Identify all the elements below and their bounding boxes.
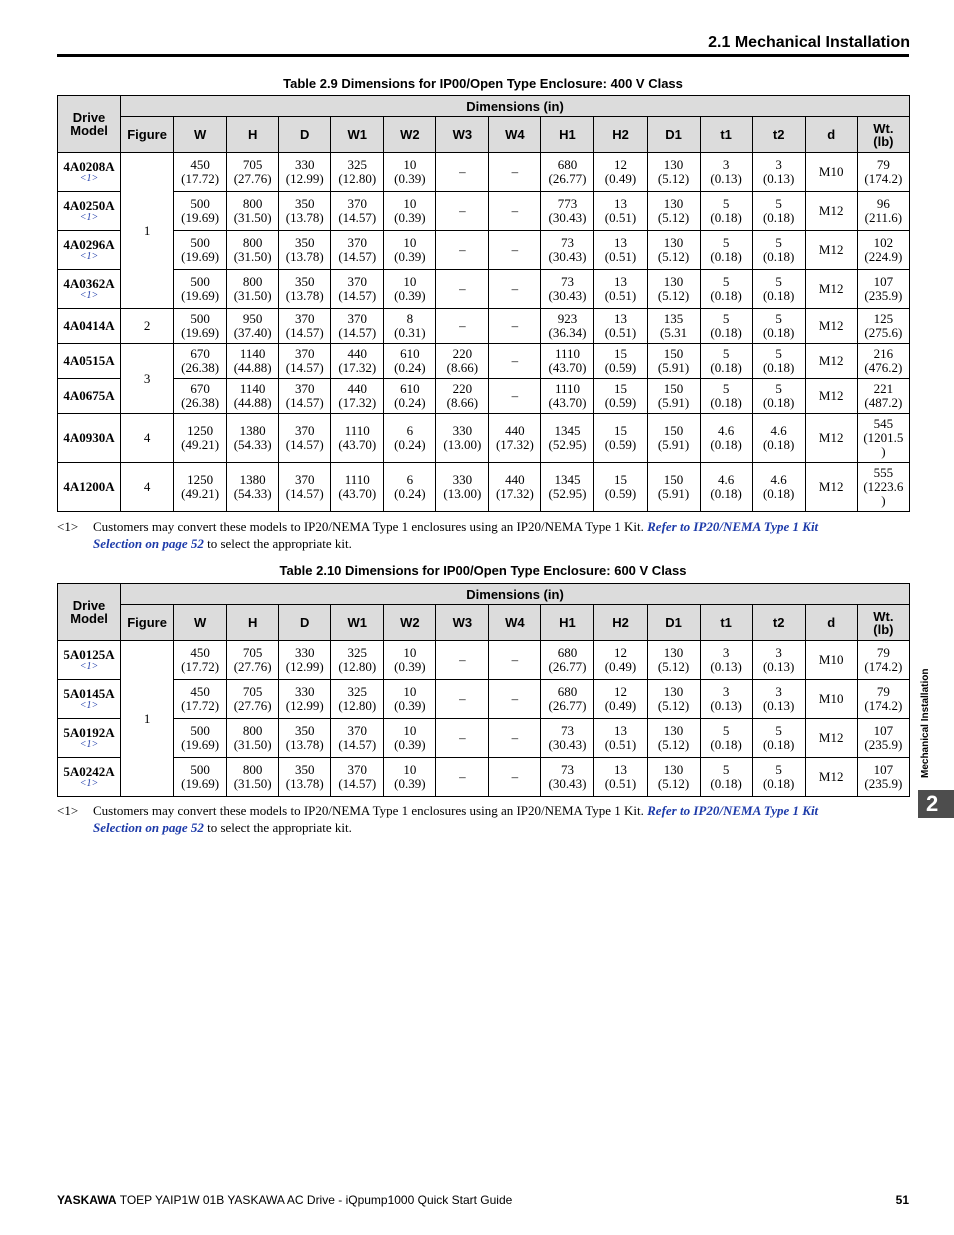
dimension-cell: 5 (0.18) xyxy=(752,270,805,309)
footnote-link-page[interactable]: Selection on page 52 xyxy=(93,536,204,551)
column-header: t2 xyxy=(752,117,805,153)
dimension-cell: 79 (174.2) xyxy=(857,153,909,192)
column-header-drive-model: Drive Model xyxy=(58,584,121,641)
dimension-cell: 370 (14.57) xyxy=(279,463,331,512)
dimension-cell: 350 (13.78) xyxy=(279,758,331,797)
drive-model-name: 4A1200A xyxy=(63,479,115,494)
dimension-cell: 1110 (43.70) xyxy=(331,414,384,463)
dimension-cell: 370 (14.57) xyxy=(279,344,331,379)
dimension-cell: – xyxy=(436,270,489,309)
dimension-cell: 545 (1201.5 ) xyxy=(857,414,909,463)
table-caption: Table 2.9 Dimensions for IP00/Open Type Enclosure: 400 V Class xyxy=(283,76,683,91)
figure-cell: 2 xyxy=(121,309,174,344)
column-header: d xyxy=(805,117,857,153)
dimension-cell: 555 (1223.6 ) xyxy=(857,463,909,512)
dimension-cell: M12 xyxy=(805,414,857,463)
dimension-cell: 1380 (54.33) xyxy=(227,463,279,512)
chapter-tab[interactable]: 2 xyxy=(918,790,954,818)
column-header: D xyxy=(279,117,331,153)
drive-model-cell xyxy=(58,414,121,463)
column-header: t1 xyxy=(700,605,752,641)
dimension-cell: 15 (0.59) xyxy=(594,344,647,379)
dimension-cell: 1140 (44.88) xyxy=(227,379,279,414)
dimension-cell: – xyxy=(489,192,541,231)
dimension-cell: 370 (14.57) xyxy=(279,379,331,414)
column-header: W1 xyxy=(331,605,384,641)
dimension-cell: 440 (17.32) xyxy=(489,414,541,463)
dimension-cell: M10 xyxy=(805,641,857,680)
footnote-text-after: to select the appropriate kit. xyxy=(207,820,352,835)
dimension-cell: 13 (0.51) xyxy=(594,719,647,758)
dimension-cell: 350 (13.78) xyxy=(279,231,331,270)
column-header: H1 xyxy=(541,605,594,641)
column-header: H1 xyxy=(541,117,594,153)
dimension-cell: 5 (0.18) xyxy=(752,758,805,797)
dimension-cell: 102 (224.9) xyxy=(857,231,909,270)
footnote-link-page[interactable]: Selection on page 52 xyxy=(93,820,204,835)
footnote xyxy=(57,802,897,836)
dimension-cell: 800 (31.50) xyxy=(227,719,279,758)
dimension-cell: 440 (17.32) xyxy=(331,344,384,379)
drive-model-name: 5A0192A xyxy=(63,725,115,740)
footnote-reference[interactable]: <1> xyxy=(79,739,99,750)
footnote-reference[interactable]: <1> xyxy=(79,778,99,789)
dimension-cell: 440 (17.32) xyxy=(331,379,384,414)
dimension-cell: M12 xyxy=(805,231,857,270)
figure-cell: 1 xyxy=(121,153,174,309)
column-header: W xyxy=(174,117,227,153)
dimension-cell: 1110 (43.70) xyxy=(541,379,594,414)
table-row xyxy=(58,463,910,512)
dimension-cell: 150 (5.91) xyxy=(647,463,700,512)
dimension-cell: – xyxy=(436,309,489,344)
dimension-cell: 135 (5.31 xyxy=(647,309,700,344)
column-header: Wt. (lb) xyxy=(857,605,909,641)
dimension-cell: 150 (5.91) xyxy=(647,379,700,414)
dimension-cell: 800 (31.50) xyxy=(227,192,279,231)
column-header: Wt. (lb) xyxy=(857,117,909,153)
dimension-cell: 370 (14.57) xyxy=(331,758,384,797)
dimension-cell: 610 (0.24) xyxy=(384,344,436,379)
drive-model-name: 4A0675A xyxy=(63,388,115,403)
drive-model-cell xyxy=(58,758,121,797)
dimension-cell: 12 (0.49) xyxy=(594,680,647,719)
dimension-cell: 13 (0.51) xyxy=(594,758,647,797)
dimension-cell: – xyxy=(489,379,541,414)
footnote-mark: <1> xyxy=(57,803,79,818)
dimension-cell: M12 xyxy=(805,758,857,797)
drive-model-cell xyxy=(58,719,121,758)
drive-model-cell xyxy=(58,680,121,719)
dimension-cell: 330 (13.00) xyxy=(436,463,489,512)
column-header: Figure xyxy=(121,117,174,153)
dimension-cell: 3 (0.13) xyxy=(700,641,752,680)
dimension-cell: 1140 (44.88) xyxy=(227,344,279,379)
dimension-cell: 370 (14.57) xyxy=(331,231,384,270)
dimension-cell: 1380 (54.33) xyxy=(227,414,279,463)
dimension-cell: 500 (19.69) xyxy=(174,309,227,344)
drive-model-cell xyxy=(58,192,121,231)
column-header: W1 xyxy=(331,117,384,153)
dimension-cell: 220 (8.66) xyxy=(436,344,489,379)
dimension-cell: 1250 (49.21) xyxy=(174,463,227,512)
side-section-label: Mechanical Installation xyxy=(920,668,931,778)
dimension-cell: – xyxy=(489,309,541,344)
table-row xyxy=(58,192,910,231)
dimension-cell: 325 (12.80) xyxy=(331,153,384,192)
dimension-cell: 325 (12.80) xyxy=(331,680,384,719)
dimension-cell: 500 (19.69) xyxy=(174,192,227,231)
dimension-cell: 1250 (49.21) xyxy=(174,414,227,463)
dimension-cell: 125 (275.6) xyxy=(857,309,909,344)
brand-name: YASKAWA xyxy=(57,1193,117,1207)
dimension-cell: 705 (27.76) xyxy=(227,641,279,680)
dimension-cell: 500 (19.69) xyxy=(174,270,227,309)
dimension-cell: 79 (174.2) xyxy=(857,641,909,680)
column-header-dimensions: Dimensions (in) xyxy=(121,584,910,605)
dimension-cell: 5 (0.18) xyxy=(752,309,805,344)
dimension-cell: – xyxy=(436,680,489,719)
header-rule xyxy=(57,54,909,57)
dimension-cell: 13 (0.51) xyxy=(594,270,647,309)
footnote xyxy=(57,518,897,552)
drive-model-name: 4A0515A xyxy=(63,353,115,368)
drive-model-name: 4A0930A xyxy=(63,430,115,445)
dimension-cell: M10 xyxy=(805,680,857,719)
dimension-cell: M12 xyxy=(805,344,857,379)
table-row xyxy=(58,414,910,463)
dimension-cell: – xyxy=(489,680,541,719)
dimensions-table-600v xyxy=(57,583,910,797)
dimension-cell: M10 xyxy=(805,153,857,192)
dimension-cell: 15 (0.59) xyxy=(594,463,647,512)
dimension-cell: 800 (31.50) xyxy=(227,270,279,309)
drive-model-cell xyxy=(58,270,121,309)
dimension-cell: 450 (17.72) xyxy=(174,641,227,680)
drive-model-name: 5A0125A xyxy=(63,647,115,662)
dimension-cell: 440 (17.32) xyxy=(489,463,541,512)
dimension-cell: 923 (36.34) xyxy=(541,309,594,344)
column-header-dimensions: Dimensions (in) xyxy=(121,96,910,117)
dimension-cell: 130 (5.12) xyxy=(647,719,700,758)
dimension-cell: 680 (26.77) xyxy=(541,641,594,680)
column-header: D1 xyxy=(647,605,700,641)
dimension-cell: 5 (0.18) xyxy=(752,379,805,414)
dimension-cell: 1110 (43.70) xyxy=(541,344,594,379)
dimension-cell: M12 xyxy=(805,463,857,512)
dimension-cell: 5 (0.18) xyxy=(752,719,805,758)
dimension-cell: 5 (0.18) xyxy=(752,344,805,379)
dimension-cell: – xyxy=(436,758,489,797)
column-header: W2 xyxy=(384,117,436,153)
page-footer xyxy=(57,1193,909,1207)
dimension-cell: 705 (27.76) xyxy=(227,680,279,719)
drive-model-cell xyxy=(58,641,121,680)
dimension-cell: 3 (0.13) xyxy=(700,680,752,719)
dimension-cell: 4.6 (0.18) xyxy=(752,463,805,512)
footnote-reference[interactable]: <1> xyxy=(79,251,99,262)
dimension-cell: 6 (0.24) xyxy=(384,414,436,463)
dimension-cell: 10 (0.39) xyxy=(384,153,436,192)
dimension-cell: 130 (5.12) xyxy=(647,153,700,192)
dimension-cell: 4.6 (0.18) xyxy=(700,463,752,512)
dimension-cell: 73 (30.43) xyxy=(541,270,594,309)
footnote-reference[interactable]: <1> xyxy=(79,700,99,711)
column-header: W3 xyxy=(436,117,489,153)
dimension-cell: 3 (0.13) xyxy=(752,641,805,680)
dimension-cell: 130 (5.12) xyxy=(647,680,700,719)
dimension-cell: M12 xyxy=(805,379,857,414)
footnote-link[interactable]: Refer to IP20/NEMA Type 1 Kit xyxy=(647,519,819,534)
drive-model-cell xyxy=(58,463,121,512)
dimension-cell: – xyxy=(489,641,541,680)
dimension-cell: 3 (0.13) xyxy=(752,680,805,719)
dimension-cell: 5 (0.18) xyxy=(700,379,752,414)
dimension-cell: 130 (5.12) xyxy=(647,192,700,231)
dimension-cell: 800 (31.50) xyxy=(227,758,279,797)
dimension-cell: 330 (12.99) xyxy=(279,680,331,719)
column-header: D xyxy=(279,605,331,641)
dimension-cell: 500 (19.69) xyxy=(174,758,227,797)
column-header-drive-model: Drive Model xyxy=(58,96,121,153)
dimension-cell: 370 (14.57) xyxy=(279,414,331,463)
dimension-cell: 370 (14.57) xyxy=(331,719,384,758)
dimension-cell: 670 (26.38) xyxy=(174,344,227,379)
footnote-reference[interactable]: <1> xyxy=(79,173,99,184)
column-header: Figure xyxy=(121,605,174,641)
dimension-cell: 5 (0.18) xyxy=(700,309,752,344)
dimension-cell: M12 xyxy=(805,192,857,231)
dimension-cell: 370 (14.57) xyxy=(331,270,384,309)
dimension-cell: 13 (0.51) xyxy=(594,309,647,344)
drive-model-name: 4A0414A xyxy=(63,318,115,333)
dimension-cell: – xyxy=(436,153,489,192)
column-header: W4 xyxy=(489,117,541,153)
dimension-cell: 10 (0.39) xyxy=(384,719,436,758)
section-title: 2.1 Mechanical Installation xyxy=(708,34,910,51)
dimension-cell: 10 (0.39) xyxy=(384,641,436,680)
table-row xyxy=(58,680,910,719)
dimension-cell: 8 (0.31) xyxy=(384,309,436,344)
dimension-cell: 10 (0.39) xyxy=(384,680,436,719)
dimension-cell: 950 (37.40) xyxy=(227,309,279,344)
dimension-cell: – xyxy=(436,641,489,680)
dimension-cell: 13 (0.51) xyxy=(594,192,647,231)
dimension-cell: 330 (13.00) xyxy=(436,414,489,463)
figure-cell: 4 xyxy=(121,414,174,463)
dimension-cell: 680 (26.77) xyxy=(541,153,594,192)
column-header: t1 xyxy=(700,117,752,153)
drive-model-name: 4A0296A xyxy=(63,237,115,252)
figure-cell: 4 xyxy=(121,463,174,512)
table-caption: Table 2.10 Dimensions for IP00/Open Type Enclosure: 600 V Class xyxy=(279,563,687,578)
dimension-cell: 4.6 (0.18) xyxy=(752,414,805,463)
dimension-cell: – xyxy=(436,192,489,231)
dimension-cell: 1110 (43.70) xyxy=(331,463,384,512)
column-header: W2 xyxy=(384,605,436,641)
table-row xyxy=(58,758,910,797)
dimension-cell: 450 (17.72) xyxy=(174,680,227,719)
table-row xyxy=(58,641,910,680)
dimension-cell: 610 (0.24) xyxy=(384,379,436,414)
drive-model-name: 4A0208A xyxy=(63,159,115,174)
dimensions-table-400v xyxy=(57,95,910,512)
dimension-cell: 10 (0.39) xyxy=(384,231,436,270)
dimension-cell: 350 (13.78) xyxy=(279,719,331,758)
dimension-cell: 130 (5.12) xyxy=(647,270,700,309)
table-row xyxy=(58,309,910,344)
dimension-cell: 107 (235.9) xyxy=(857,719,909,758)
dimension-cell: 5 (0.18) xyxy=(752,231,805,270)
dimension-cell: 107 (235.9) xyxy=(857,758,909,797)
column-header: H xyxy=(227,117,279,153)
dimension-cell: M12 xyxy=(805,270,857,309)
dimension-cell: 773 (30.43) xyxy=(541,192,594,231)
dimension-cell: 221 (487.2) xyxy=(857,379,909,414)
figure-cell: 1 xyxy=(121,641,174,797)
drive-model-cell xyxy=(58,344,121,379)
dimension-cell: 12 (0.49) xyxy=(594,153,647,192)
table-row xyxy=(58,270,910,309)
document-title: TOEP YAIP1W 01B YASKAWA AC Drive - iQpump1000 Quick Start Guide xyxy=(119,1193,513,1207)
dimension-cell: 150 (5.91) xyxy=(647,344,700,379)
dimension-cell: 73 (30.43) xyxy=(541,758,594,797)
drive-model-name: 5A0242A xyxy=(63,764,115,779)
dimension-cell: 3 (0.13) xyxy=(752,153,805,192)
footnote-reference[interactable]: <1> xyxy=(79,212,99,223)
column-header: D1 xyxy=(647,117,700,153)
dimension-cell: 370 (14.57) xyxy=(279,309,331,344)
dimension-cell: 705 (27.76) xyxy=(227,153,279,192)
drive-model-name: 4A0362A xyxy=(63,276,115,291)
table-row xyxy=(58,379,910,414)
dimension-cell: 5 (0.18) xyxy=(700,719,752,758)
dimension-cell: 10 (0.39) xyxy=(384,270,436,309)
dimension-cell: 330 (12.99) xyxy=(279,641,331,680)
dimension-cell: 1345 (52.95) xyxy=(541,463,594,512)
dimension-cell: 130 (5.12) xyxy=(647,758,700,797)
table-row xyxy=(58,153,910,192)
dimension-cell: 5 (0.18) xyxy=(700,192,752,231)
dimension-cell: 330 (12.99) xyxy=(279,153,331,192)
dimension-cell: 15 (0.59) xyxy=(594,414,647,463)
dimension-cell: 350 (13.78) xyxy=(279,192,331,231)
dimension-cell: 15 (0.59) xyxy=(594,379,647,414)
table-row xyxy=(58,719,910,758)
footnote-link[interactable]: Refer to IP20/NEMA Type 1 Kit xyxy=(647,803,819,818)
column-header: W xyxy=(174,605,227,641)
dimension-cell: 5 (0.18) xyxy=(752,192,805,231)
dimension-cell: 4.6 (0.18) xyxy=(700,414,752,463)
footnote-text: Customers may convert these models to IP20/NEMA Type 1 enclosures using an IP20/NEMA Type 1 Kit. xyxy=(93,519,644,534)
table-row xyxy=(58,231,910,270)
drive-model-cell xyxy=(58,231,121,270)
dimension-cell: 5 (0.18) xyxy=(700,344,752,379)
dimension-cell: 670 (26.38) xyxy=(174,379,227,414)
dimension-cell: 130 (5.12) xyxy=(647,231,700,270)
dimension-cell: – xyxy=(489,153,541,192)
column-header: t2 xyxy=(752,605,805,641)
dimension-cell: 800 (31.50) xyxy=(227,231,279,270)
dimension-cell: 79 (174.2) xyxy=(857,680,909,719)
dimension-cell: 10 (0.39) xyxy=(384,758,436,797)
column-header: d xyxy=(805,605,857,641)
dimension-cell: 130 (5.12) xyxy=(647,641,700,680)
dimension-cell: – xyxy=(489,758,541,797)
column-header: H2 xyxy=(594,605,647,641)
dimension-cell: 350 (13.78) xyxy=(279,270,331,309)
dimension-cell: 5 (0.18) xyxy=(700,231,752,270)
dimension-cell: – xyxy=(489,344,541,379)
footnote-text-after: to select the appropriate kit. xyxy=(207,536,352,551)
dimension-cell: – xyxy=(489,270,541,309)
drive-model-cell xyxy=(58,309,121,344)
footnote-reference[interactable]: <1> xyxy=(79,290,99,301)
dimension-cell: 220 (8.66) xyxy=(436,379,489,414)
column-header: H xyxy=(227,605,279,641)
column-header: W4 xyxy=(489,605,541,641)
dimension-cell: 5 (0.18) xyxy=(700,758,752,797)
dimension-cell: – xyxy=(436,231,489,270)
footnote-mark: <1> xyxy=(57,519,79,534)
figure-cell: 3 xyxy=(121,344,174,414)
dimension-cell: 96 (211.6) xyxy=(857,192,909,231)
dimension-cell: 216 (476.2) xyxy=(857,344,909,379)
drive-model-name: 4A0250A xyxy=(63,198,115,213)
dimension-cell: 370 (14.57) xyxy=(331,309,384,344)
dimension-cell: 150 (5.91) xyxy=(647,414,700,463)
footnote-text: Customers may convert these models to IP20/NEMA Type 1 enclosures using an IP20/NEMA Type 1 Kit. xyxy=(93,803,644,818)
dimension-cell: 107 (235.9) xyxy=(857,270,909,309)
dimension-cell: 450 (17.72) xyxy=(174,153,227,192)
dimension-cell: 3 (0.13) xyxy=(700,153,752,192)
dimension-cell: 500 (19.69) xyxy=(174,719,227,758)
dimension-cell: – xyxy=(489,231,541,270)
column-header: W3 xyxy=(436,605,489,641)
drive-model-name: 5A0145A xyxy=(63,686,115,701)
dimension-cell: 1345 (52.95) xyxy=(541,414,594,463)
dimension-cell: 325 (12.80) xyxy=(331,641,384,680)
table-row xyxy=(58,344,910,379)
dimension-cell: 5 (0.18) xyxy=(700,270,752,309)
dimension-cell: 10 (0.39) xyxy=(384,192,436,231)
drive-model-cell xyxy=(58,153,121,192)
drive-model-cell xyxy=(58,379,121,414)
footnote-reference[interactable]: <1> xyxy=(79,661,99,672)
dimension-cell: 6 (0.24) xyxy=(384,463,436,512)
page-number: 51 xyxy=(895,1193,909,1207)
dimension-cell: 370 (14.57) xyxy=(331,192,384,231)
dimension-cell: – xyxy=(489,719,541,758)
dimension-cell: 12 (0.49) xyxy=(594,641,647,680)
dimension-cell: 73 (30.43) xyxy=(541,719,594,758)
dimension-cell: 500 (19.69) xyxy=(174,231,227,270)
dimension-cell: 13 (0.51) xyxy=(594,231,647,270)
dimension-cell: 680 (26.77) xyxy=(541,680,594,719)
column-header: H2 xyxy=(594,117,647,153)
dimension-cell: M12 xyxy=(805,719,857,758)
dimension-cell: M12 xyxy=(805,309,857,344)
dimension-cell: 73 (30.43) xyxy=(541,231,594,270)
dimension-cell: – xyxy=(436,719,489,758)
